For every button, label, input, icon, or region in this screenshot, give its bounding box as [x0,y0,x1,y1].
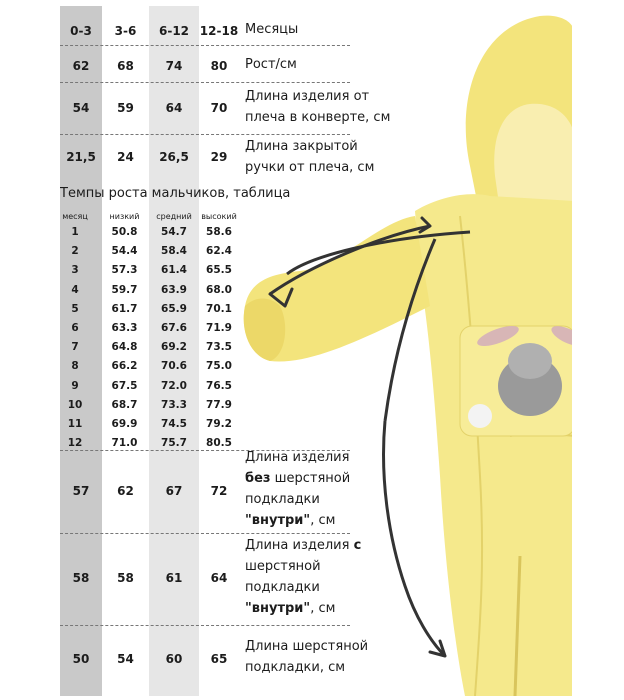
nolining-12-18: 72 [210,484,228,498]
growth-cell: 67.5 [111,379,138,392]
growth-row [60,418,240,432]
nolining-label: Длина изделия без шерстяной подкладки "внутри", см [245,450,351,528]
sleeve-6-12: 26,5 [159,150,189,164]
height-0-3: 62 [72,59,90,73]
growth-cell: 67.6 [161,322,187,334]
header-6-12: 6-12 [158,24,190,38]
growth-row [60,322,240,336]
growth-cell: 61.7 [111,302,138,315]
growth-cell: 64.8 [111,341,138,354]
envelope-3-6: 59 [117,101,134,115]
header-months-label: Месяцы [245,22,299,37]
divider [60,625,350,626]
growth-row [60,341,240,355]
growth-cell: 70.1 [206,302,232,315]
growth-cell: 80.5 [206,437,232,450]
growth-row [60,303,240,317]
growth-cell: 5 [71,302,79,315]
growth-cell: 74.5 [161,418,187,430]
lininglen-12-18: 65 [210,652,228,666]
growth-header-month: месяц [62,212,88,221]
header-3-6: 3-6 [114,24,137,38]
growth-cell: 61.4 [161,264,187,277]
growth-cell: 8 [71,360,79,373]
height-6-12: 74 [165,59,183,73]
growth-cell: 4 [71,283,79,296]
growth-cell: 50.8 [111,226,138,238]
divider [60,45,350,46]
growth-cell: 63.3 [111,322,138,334]
growth-cell: 71.9 [206,322,232,334]
envelope-label: Длина изделия от плеча в конверте, см [245,89,391,125]
lining-label: Длина изделия с шерстяной подкладки "внутри", см [245,538,362,616]
header-12-18: 12-18 [199,24,239,38]
growth-cell: 62.4 [206,245,232,258]
lininglen-0-3: 50 [72,652,90,666]
divider [60,82,350,83]
sleeve-label: Длина закрытой ручки от плеча, см [245,139,375,175]
growth-cell: 7 [71,341,79,354]
growth-cell: 3 [71,264,79,277]
growth-cell: 65.9 [161,302,187,315]
envelope-12-18: 70 [210,101,228,115]
growth-cell: 2 [71,245,79,258]
growth-cell: 58.4 [161,245,187,258]
nolining-3-6: 62 [117,484,134,498]
growth-table-title: Темпы роста мальчиков, таблица [60,186,291,201]
growth-cell: 63.9 [161,283,187,296]
growth-row [60,399,240,413]
growth-cell: 75.0 [206,360,232,373]
growth-cell: 76.5 [206,379,232,392]
growth-row [60,264,240,278]
nolining-6-12: 67 [165,484,183,498]
divider [60,134,350,135]
growth-row [60,380,240,394]
growth-cell: 72.0 [161,379,187,392]
sleeve-3-6: 24 [117,150,134,164]
divider [60,533,350,534]
sleeve-12-18: 29 [210,150,228,164]
growth-cell: 9 [71,379,79,392]
growth-cell: 58.6 [206,226,232,238]
growth-cell: 59.7 [111,283,138,296]
growth-cell: 54.7 [161,226,187,238]
height-3-6: 68 [117,59,134,73]
growth-cell: 11 [67,418,83,430]
lining-0-3: 58 [72,571,90,585]
growth-cell: 70.6 [161,360,187,373]
growth-row [60,226,240,240]
growth-header-mid: средний [156,212,192,221]
growth-cell: 65.5 [206,264,232,277]
growth-cell: 73.3 [161,398,187,411]
growth-cell: 77.9 [206,398,232,411]
growth-cell: 69.9 [111,418,138,430]
growth-header-high: высокий [201,212,237,221]
growth-header-low: низкий [109,212,140,221]
growth-row [60,284,240,298]
lining-12-18: 64 [210,571,228,585]
lininglen-6-12: 60 [165,652,183,666]
lining-6-12: 61 [165,571,183,585]
growth-cell: 68.0 [206,283,232,296]
lininglen-3-6: 54 [117,652,134,666]
header-0-3: 0-3 [70,24,92,38]
growth-cell: 75.7 [161,437,187,450]
growth-cell: 71.0 [111,437,138,450]
growth-cell: 57.3 [111,264,138,277]
growth-row [60,360,240,374]
envelope-6-12: 64 [165,101,183,115]
growth-cell: 68.7 [111,398,138,411]
growth-cell: 66.2 [111,360,138,373]
growth-cell: 12 [67,437,83,450]
lining-3-6: 58 [117,571,134,585]
growth-cell: 1 [71,226,79,238]
height-label: Рост/см [245,57,297,72]
growth-cell: 69.2 [161,341,187,354]
growth-cell: 79.2 [206,418,232,430]
nolining-0-3: 57 [72,484,90,498]
growth-cell: 73.5 [206,341,232,354]
envelope-0-3: 54 [72,101,90,115]
height-12-18: 80 [210,59,228,73]
size-chart-sheet [60,6,572,696]
growth-row [60,245,240,259]
sleeve-0-3: 21,5 [66,150,96,164]
growth-cell: 6 [71,322,79,334]
growth-cell: 10 [67,398,83,411]
growth-cell: 54.4 [111,245,138,258]
lininglen-label: Длина шерстяной подкладки, см [245,639,369,675]
